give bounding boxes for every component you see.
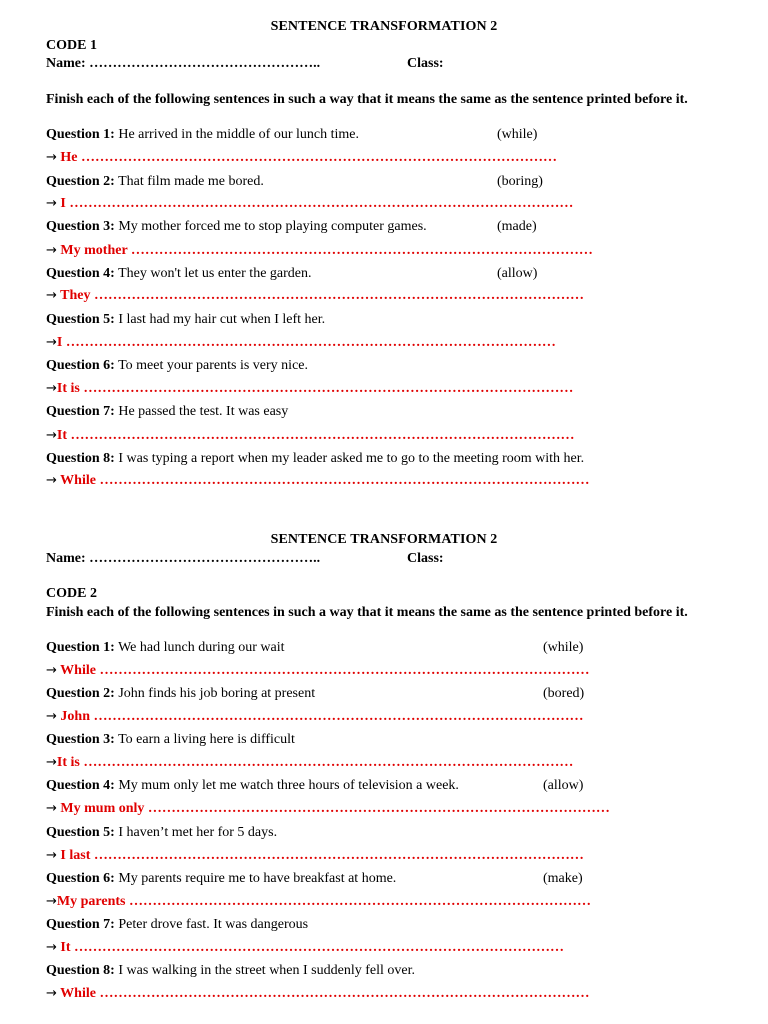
question-text: To meet your parents is very nice. xyxy=(114,358,308,373)
arrow-icon: → xyxy=(46,288,57,303)
answer-dots: ………………………………………………………………………………………… xyxy=(77,150,558,165)
answer-dots: …………………………………………………………………………………………… xyxy=(70,940,565,955)
question-label: Question 5: xyxy=(46,312,115,327)
question-label: Question 3: xyxy=(46,732,115,747)
s2-question-2 xyxy=(46,686,315,702)
s1-q5-answer-line xyxy=(46,335,556,351)
s1-question-8 xyxy=(46,451,584,467)
arrow-icon: → xyxy=(46,940,57,955)
s2-q6-hint: (make) xyxy=(543,871,583,886)
answer-start: It is xyxy=(56,381,80,396)
s1-q7-answer-line xyxy=(46,428,575,444)
answer-start: While xyxy=(60,473,96,488)
question-label: Question 8: xyxy=(46,451,115,466)
arrow-icon: → xyxy=(46,801,57,816)
section1-class-field: Class: xyxy=(407,56,444,71)
s2-question-7 xyxy=(46,917,308,933)
s2-q2-answer-line xyxy=(46,709,583,725)
answer-start: It xyxy=(60,940,71,955)
s1-question-1 xyxy=(46,127,359,143)
question-text: I was typing a report when my leader asked me to go to the meeting room with her. xyxy=(114,451,585,466)
answer-start: John xyxy=(60,709,90,724)
s1-q4-hint: (allow) xyxy=(497,266,538,281)
answer-dots: …………………………………………………………………………………………… xyxy=(79,381,574,396)
answer-dots: ……………………………………………………………………………………………… xyxy=(65,196,574,211)
section2-class-field: Class: xyxy=(407,551,444,566)
answer-dots: …………………………………………………………………………………………… xyxy=(62,335,556,350)
section1-code: CODE 1 xyxy=(46,38,97,53)
answer-start: My parents xyxy=(56,894,126,909)
s2-q4-answer-line xyxy=(46,801,610,817)
s2-q1-answer-line xyxy=(46,663,589,679)
arrow-icon: → xyxy=(46,894,57,909)
s1-q6-answer-line xyxy=(46,381,573,397)
question-text: I last had my hair cut when I left her. xyxy=(114,312,326,327)
question-label: Question 4: xyxy=(46,778,115,793)
answer-dots: …………………………………………………………………………………………… xyxy=(95,986,590,1001)
s1-question-3 xyxy=(46,219,427,235)
s2-question-1 xyxy=(46,640,285,656)
question-text: Peter drove fast. It was dangerous xyxy=(114,917,309,932)
s1-question-2 xyxy=(46,174,264,190)
s2-q5-answer-line xyxy=(46,848,584,864)
answer-start: It xyxy=(56,428,68,443)
question-text: He arrived in the middle of our lunch time. xyxy=(114,127,359,142)
arrow-icon: → xyxy=(46,381,57,396)
s1-question-5 xyxy=(46,312,325,328)
arrow-icon: → xyxy=(46,755,57,770)
question-text: To earn a living here is difficult xyxy=(114,732,295,747)
answer-start: It is xyxy=(56,755,80,770)
s2-question-8 xyxy=(46,963,415,979)
answer-start: I xyxy=(60,196,66,211)
answer-dots: …………………………………………………………………………………………… xyxy=(90,848,584,863)
question-text: My mother forced me to stop playing computer games. xyxy=(114,219,427,234)
answer-start: They xyxy=(60,288,91,303)
answer-dots: …………………………………………………………………………………………… xyxy=(95,663,590,678)
s1-question-6 xyxy=(46,358,308,374)
s2-q1-hint: (while) xyxy=(543,640,584,655)
section2-title: SENTENCE TRANSFORMATION 2 xyxy=(270,532,498,547)
s1-q4-answer-line xyxy=(46,288,584,304)
question-label: Question 6: xyxy=(46,871,115,886)
s1-question-7 xyxy=(46,404,288,420)
answer-start: He xyxy=(60,150,78,165)
question-label: Question 8: xyxy=(46,963,115,978)
arrow-icon: → xyxy=(46,473,57,488)
question-label: Question 2: xyxy=(46,686,115,701)
arrow-icon: → xyxy=(46,709,57,724)
s2-question-4 xyxy=(46,778,459,794)
question-label: Question 4: xyxy=(46,266,115,281)
s2-question-3 xyxy=(46,732,295,748)
s2-q4-hint: (allow) xyxy=(543,778,584,793)
question-text: He passed the test. It was easy xyxy=(114,404,289,419)
answer-dots: ……………………………………………………………………………………… xyxy=(144,801,610,816)
question-label: Question 7: xyxy=(46,404,115,419)
section1-instruction: Finish each of the following sentences in such a way that it means the same as the sentence printed before it. xyxy=(46,92,688,107)
s2-q8-answer-line xyxy=(46,986,589,1002)
s1-q1-hint: (while) xyxy=(497,127,538,142)
question-label: Question 5: xyxy=(46,825,115,840)
arrow-icon: → xyxy=(46,848,57,863)
s1-q3-answer-line xyxy=(46,243,593,259)
s1-q8-answer-line xyxy=(46,473,589,489)
arrow-icon: → xyxy=(46,663,57,678)
answer-start: While xyxy=(60,986,96,1001)
s2-q7-answer-line xyxy=(46,940,564,956)
answer-dots: ……………………………………………………………………………………… xyxy=(127,243,593,258)
section2-name-field: Name: ………………………………………….. xyxy=(46,551,321,566)
question-text: I was walking in the street when I suddenly fell over. xyxy=(114,963,415,978)
section1-name-field: Name: ………………………………………….. xyxy=(46,56,321,71)
answer-dots: …………………………………………………………………………………………… xyxy=(79,755,574,770)
answer-dots: ……………………………………………………………………………………………… xyxy=(67,428,575,443)
section1-title: SENTENCE TRANSFORMATION 2 xyxy=(270,19,498,34)
arrow-icon: → xyxy=(46,196,57,211)
answer-dots: …………………………………………………………………………………………… xyxy=(95,473,590,488)
question-label: Question 1: xyxy=(46,127,115,142)
question-text: My parents require me to have breakfast at home. xyxy=(114,871,397,886)
arrow-icon: → xyxy=(46,428,57,443)
answer-dots: ……………………………………………………………………………………… xyxy=(125,894,591,909)
section2-code: CODE 2 xyxy=(46,586,97,601)
s1-q1-answer-line xyxy=(46,150,557,166)
question-text: John finds his job boring at present xyxy=(114,686,316,701)
question-text: I haven’t met her for 5 days. xyxy=(114,825,278,840)
s1-q2-hint: (boring) xyxy=(497,174,543,189)
s2-q6-answer-line xyxy=(46,894,591,910)
question-text: My mum only let me watch three hours of television a week. xyxy=(114,778,459,793)
section2-instruction: Finish each of the following sentences in such a way that it means the same as the sentence printed before it. xyxy=(46,605,688,620)
answer-start: While xyxy=(60,663,96,678)
s1-question-4 xyxy=(46,266,312,282)
question-label: Question 2: xyxy=(46,174,115,189)
s2-question-5 xyxy=(46,825,277,841)
question-label: Question 6: xyxy=(46,358,115,373)
question-text: We had lunch during our wait xyxy=(114,640,285,655)
s1-q2-answer-line xyxy=(46,196,573,212)
answer-start: I xyxy=(56,335,63,350)
question-label: Question 1: xyxy=(46,640,115,655)
s2-question-6 xyxy=(46,871,396,887)
question-label: Question 3: xyxy=(46,219,115,234)
answer-start: I last xyxy=(60,848,91,863)
answer-start: My mother xyxy=(60,243,128,258)
question-label: Question 7: xyxy=(46,917,115,932)
arrow-icon: → xyxy=(46,986,57,1001)
answer-dots: …………………………………………………………………………………………… xyxy=(89,709,584,724)
s2-q3-answer-line xyxy=(46,755,573,771)
question-text: That film made me bored. xyxy=(114,174,264,189)
arrow-icon: → xyxy=(46,150,57,165)
s1-q3-hint: (made) xyxy=(497,219,537,234)
answer-start: My mum only xyxy=(60,801,145,816)
answer-dots: …………………………………………………………………………………………… xyxy=(90,288,584,303)
question-text: They won't let us enter the garden. xyxy=(114,266,312,281)
arrow-icon: → xyxy=(46,335,57,350)
s2-q2-hint: (bored) xyxy=(543,686,585,701)
arrow-icon: → xyxy=(46,243,57,258)
